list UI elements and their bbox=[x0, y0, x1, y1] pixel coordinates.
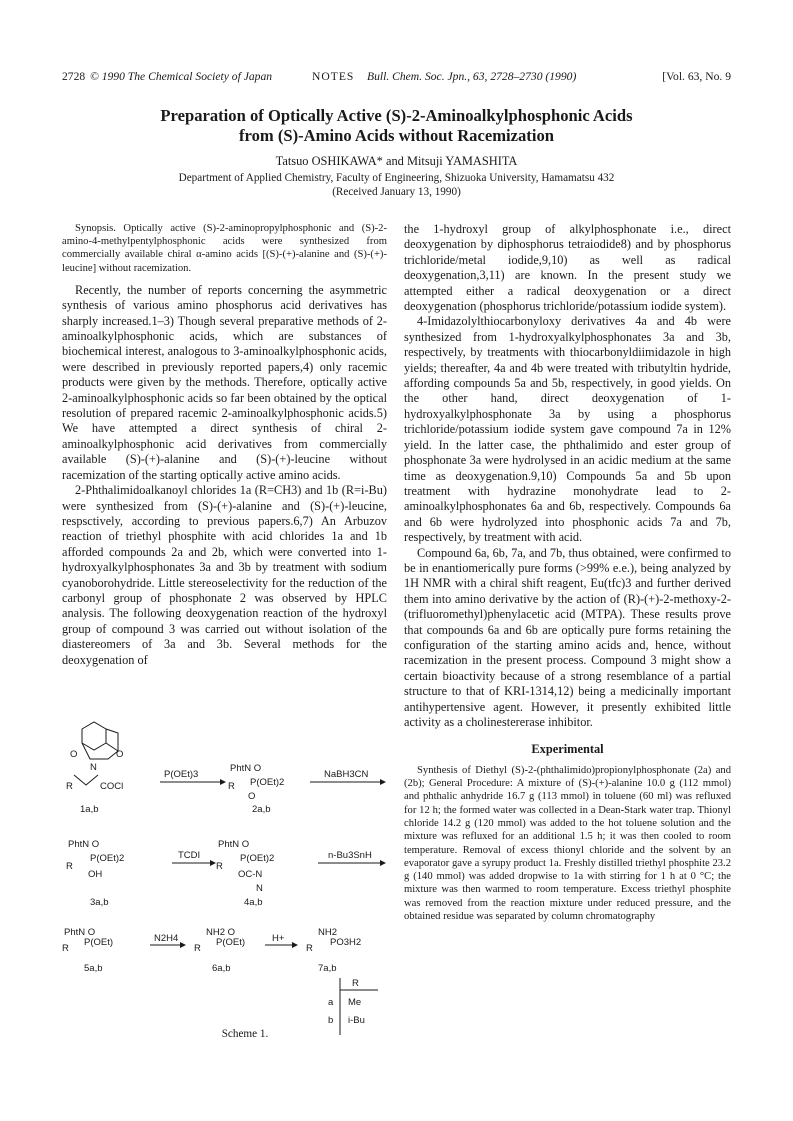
reagent-label: NaBH3CN bbox=[324, 769, 369, 780]
article-title bbox=[0, 106, 793, 146]
svg-text:COCl: COCl bbox=[100, 781, 124, 792]
svg-text:N: N bbox=[90, 762, 97, 773]
page-number: 2728 bbox=[62, 70, 86, 83]
svg-text:R: R bbox=[194, 943, 201, 954]
table-cell: i-Bu bbox=[348, 1015, 365, 1026]
paragraph: the 1-hydroxyl group of alkylphosphonate i.e., direct deoxygenation by diphosphorus tetraiodide8) and by phosphorus trichloride/metal iodide,9,10) as well as radical deoxygenation,3,11) are known. In the present study we attempted either a radical deoxygenation or a direct deoxygenation (phosphorus trichloride/potassium iodide system). bbox=[404, 222, 731, 314]
experimental-heading: Experimental bbox=[531, 742, 604, 757]
section-label: NOTES bbox=[312, 70, 355, 83]
svg-text:PhtN O: PhtN O bbox=[218, 839, 250, 850]
compound-label: 2a,b bbox=[252, 804, 271, 815]
svg-text:R: R bbox=[228, 781, 235, 792]
table-cell: a bbox=[328, 997, 334, 1008]
svg-text:P(OEt): P(OEt) bbox=[84, 937, 114, 948]
affiliation-block bbox=[0, 171, 793, 199]
svg-text:PhtN O: PhtN O bbox=[230, 763, 262, 774]
compound-label: 1a,b bbox=[80, 804, 99, 815]
affiliation: Department of Applied Chemistry, Faculty of Engineering, Shizuoka University, Hamamatsu 432 bbox=[178, 172, 615, 184]
paragraph: Compound 6a, 6b, 7a, and 7b, thus obtained, were confirmed to be in enantiomerically pure forms (>99% e.e.), being analyzed by 1H NMR with a chiral shift reagent, Eu(tfc)3 and further derived them into amino derivative by the action of (R)-(+)-2-methoxy-2-(trifluoromethyl)phenylacetic acid (MTPA). These results prove that compounds 6a and 6b are optically pure forms retaining the configuration of the starting amino acids and, hence, without racemization in the present process. Compound 3 might show a certain bioactivity because of a strong resemblance of a partial structure to that of KRI-1314,12) being a medicinally important antihypertensive agent. However, it presently exhibited little activity as a cholinestererase inhibitor. bbox=[404, 545, 731, 729]
reagent-label: H+ bbox=[272, 933, 285, 944]
svg-text:OH: OH bbox=[88, 869, 103, 880]
experimental-text: Synthesis of Diethyl (S)-2-(phthalimido)propionylphosphonate (2a) and (2b); General Procedure: A mixture of (S)-(+)-alanine 10.0 g (112 mmol) and phthalic anhydride 16.7 g (113 mmol) in toluene (60 ml) was refluxed for 12 h; the formed water was collected in a Dean-Stark water trap. Thionyl chloride 14.2 g (120 mmol) was added to the hot toluene solution and the mixture was refluxed for an additional 1.5 h; it was then cooled to room temperature. Removal of excess thionyl chloride and the solvent by an evaporator gave a syrupy product 1a. Freshly distilled triethyl phosphite 23.2 g (140 mmol) was added dropwise to 1a with stirring for 1 h at 0 °C; the mixture was then warmed to room temperature. Excess triethyl phosphite was removed from the reaction mixture under reduced pressure, and the obtained residue was separated by column chromatography bbox=[404, 764, 731, 923]
reagent-label: TCDI bbox=[178, 850, 201, 861]
reagent-label: P(OEt)3 bbox=[164, 769, 199, 780]
benzene-ring bbox=[82, 722, 106, 750]
svg-text:P(OEt): P(OEt) bbox=[216, 937, 246, 948]
svg-text:O: O bbox=[248, 791, 256, 802]
paragraph: 2-Phthalimidoalkanoyl chlorides 1a (R=CH3) and 1b (R=i-Bu) were synthesized from (S)-(+)-alanine and (S)-(+)-leucine, respsctively, according to previous papers.6,7) An Arbuzov reaction of triethyl phosphite with acid chlorides 1a and 1b afforded compounds 2a and 2b, which were converted into 1-hydroxyalkylphosphonates 3a and 3b by treatment with sodium cyanoborohydride. Little stereoselectivity for the reduction of the carbonyl group of phosphonate 2 was observed by HPLC analysis. The following deoxygenation reaction of the hydroxyl group of compound 3 was carried out without isolation of the diastereomers of 3a and 3b. Several methods for the deoxygenation of bbox=[62, 483, 387, 667]
title-line-2: from (S)-Amino Acids without Racemization bbox=[239, 126, 554, 145]
volume-label: [Vol. 63, No. 9 bbox=[662, 70, 731, 83]
svg-text:P(OEt)2: P(OEt)2 bbox=[90, 853, 125, 864]
table-cell: b bbox=[328, 1015, 334, 1026]
reagent-label: n-Bu3SnH bbox=[328, 850, 372, 861]
right-column bbox=[404, 222, 731, 923]
compound-label: 3a,b bbox=[90, 897, 109, 908]
received-date: (Received January 13, 1990) bbox=[332, 186, 461, 198]
copyright: © 1990 The Chemical Society of Japan bbox=[90, 70, 273, 83]
svg-text:PO3H2: PO3H2 bbox=[330, 937, 362, 948]
table-cell: Me bbox=[348, 997, 362, 1008]
svg-text:R: R bbox=[66, 861, 73, 872]
title-line-1: Preparation of Optically Active (S)-2-Aminoalkylphosphonic Acids bbox=[160, 106, 633, 125]
svg-text:PhtN O: PhtN O bbox=[68, 839, 100, 850]
table-header: R bbox=[352, 978, 359, 989]
synopsis: Synopsis. Optically active (S)-2-aminopropylphosphonic and (S)-2-amino-4-methylpentylphosphonic acids were synthesized from commercially available chiral α-amino acids [(S)-(+)-alanine and (S)-(+)-leucine] without racemization. bbox=[62, 223, 387, 274]
svg-text:O: O bbox=[70, 749, 78, 760]
running-header bbox=[62, 70, 731, 86]
reagent-label: N2H4 bbox=[154, 933, 179, 944]
compound-label: 6a,b bbox=[212, 963, 231, 974]
svg-text:OC-N: OC-N bbox=[238, 869, 263, 880]
svg-text:R: R bbox=[66, 781, 73, 792]
paragraph: 4-Imidazolylthiocarbonyloxy derivatives 4a and 4b were synthesized from 1-hydroxyalkylphosphonates 3a and 3b, respectively, by treatments with thiocarbonyldiimidazole in high yields; thereafter, 4a and 4b were treated with tributyltin hydride, affording compounds 5a and 5b, respectively, in good yields. On the other hand, direct deoxygenation of 1-hydroxyalkylphosphonate 3a by using a phosphorus trichloride/potassium iodide system gave compound 7a in 12% yield. In the latter case, the phthalimido and ester group of phosphonate 3a were hydrolysed in an acidic medium at the same time as deoxygenation.9,10) Compounds 5a and 5b upon treatment with hydrazine monohydrate lead to 2-aminoalkylphosphonates 6a and 6b, respectively. Compounds 6a and 6b were hydrolyzed into phosphonic acids 7a and 7b, respectively, by treatment with acid. bbox=[404, 314, 731, 545]
svg-text:NH2 O: NH2 O bbox=[206, 927, 236, 938]
authors: Tatsuo OSHIKAWA* and Mitsuji YAMASHITA bbox=[275, 154, 518, 168]
compound-label: 4a,b bbox=[244, 897, 263, 908]
svg-text:PhtN O: PhtN O bbox=[64, 927, 96, 938]
left-column bbox=[62, 222, 387, 668]
svg-text:NH2: NH2 bbox=[318, 927, 338, 938]
svg-text:P(OEt)2: P(OEt)2 bbox=[250, 777, 285, 788]
journal-citation: Bull. Chem. Soc. Jpn., 63, 2728–2730 (1990) bbox=[367, 70, 577, 83]
svg-text:R: R bbox=[216, 861, 223, 872]
svg-text:R: R bbox=[62, 943, 69, 954]
svg-text:N: N bbox=[256, 883, 263, 894]
compound-label: 7a,b bbox=[318, 963, 337, 974]
compound-label: 5a,b bbox=[84, 963, 103, 974]
svg-text:R: R bbox=[306, 943, 313, 954]
scheme-caption: Scheme 1. bbox=[221, 1028, 269, 1040]
paragraph: Recently, the number of reports concerning the asymmetric synthesis of various amino phosphorus acid derivatives has sharply increased.1–3) Though several preparative methods of 2-aminoalkylphosphonic acids, which are substances of biochemical interest, analogous to 3-aminoalkylphosphonic acids, were described in previously reported papers,4) only racemic products were given by the methods. Therefore, optically active 2-aminoalkylphosphonic acids so far been obtained by the optical resolution of prepared racemic 2-aminoalkylphosphonic acids.5) We have attempted a direct synthesis of chiral 2-aminoalkylphosphonic acid derivatives from commercially available (S)-(+)-alanine and (S)-(+)-leucine without racemization of the starting optically active amino acids. bbox=[62, 282, 387, 482]
svg-text:P(OEt)2: P(OEt)2 bbox=[240, 853, 275, 864]
reaction-scheme bbox=[60, 715, 395, 1050]
svg-text:O: O bbox=[116, 749, 124, 760]
